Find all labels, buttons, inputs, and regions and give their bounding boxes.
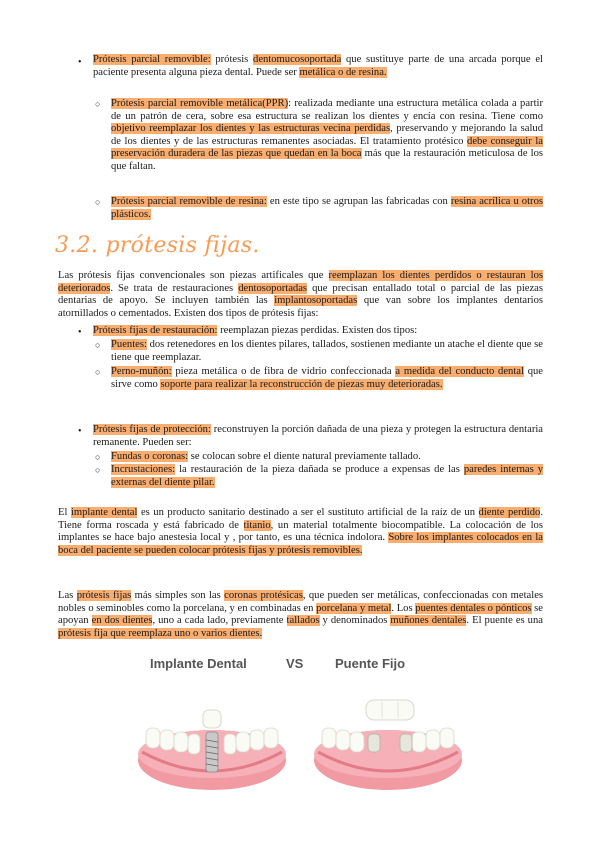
paragraph-coronas-puentes: Las prótesis fijas más simples son las coronas protésicas, que pueden ser metálicas, confeccionadas con metales nobles o seminobles como la porcelana, y en combinadas en porcelana y metal. Los puentes dentales o pónticos se apoyan en dos dientes, uno a cada lado, previamente tallados y denominados muñones dentales. El puente es una prótesis fija que reemplaza uno o varios dientes. [58, 590, 544, 639]
sub-bullet-fundas: Fundas o coronas: se colocan sobre el diente natural previamente tallado. [111, 451, 421, 462]
vs-label: VS [286, 656, 304, 671]
sub-bullet-ppr-metalica: Prótesis parcial removible metálica(PPR): realizada mediante una estructura metálica colada a partir de un patrón de cera, sobre esa estructura se realizan los dientes y encía con resina. Tiene como objetivo reemplazar los dientes y las estructuras vecina perdidas, preservando y mejorando la salud de los dientes y de las estructuras remanentes asociadas. El tratamiento protésico debe conseguir la preservación duradera de las piezas que quedan en la boca más que la restauración meticulosa de los que faltan. [111, 98, 544, 172]
sub-bullet-circle: ○ [95, 340, 101, 350]
paragraph-implante-dental: El implante dental es un producto sanitario destinado a ser el sustituto artificial de la raíz de un diente perdido. Tiene forma roscada y está fabricado de titanio, un material totalmente biocompatible. La colocación de los implantes se hace bajo anestesia local y , por tanto, es una técnica indolora. Sobre los implantes colocados en la boca del paciente se pueden colocar prótesis fijas y prótesis removibles. [58, 507, 544, 556]
section-title: 3.2. prótesis fijas. [55, 233, 260, 258]
bridge-jaw-drawing [308, 682, 468, 797]
sub-bullet-incrustaciones: Incrustaciones: la restauración de la pieza dañada se produce a expensas de las paredes internas y externas del diente pilar. [111, 464, 544, 488]
paragraph-protesis-fijas: Las prótesis fijas convencionales son piezas artificales que reemplazan los dientes perdidos o restauran los deteriorados. Se trata de restauraciones dentosoportadas que precisan entallado total o parcial de las piezas dentarias de apoyo. Se incluyen también las implantosoportadas que van sobre los implantes dentarios atornillados o cementados. Existen dos tipos de prótesis fijas: [58, 270, 543, 319]
sub-bullet-circle: ○ [95, 367, 101, 377]
bridge-label: Puente Fijo [335, 656, 406, 671]
sub-bullet-circle: ○ [95, 99, 101, 109]
implant-label: Implante Dental [150, 656, 247, 671]
sub-bullet-circle: ○ [95, 465, 101, 475]
bullet-protesis-parcial-removible: Prótesis parcial removible: prótesis dentomucosoportada que sustituye parte de una arcada porque el paciente presenta alguna pieza dental. Puede ser metálica o de resina. [93, 54, 543, 78]
bullet-dot: • [78, 57, 82, 68]
implant-vs-bridge-illustration [120, 652, 480, 797]
sub-bullet-circle: ○ [95, 452, 101, 462]
implant-screw [203, 710, 221, 772]
bullet-fijas-restauracion: Prótesis fijas de restauración: reemplazan piezas perdidas. Existen dos tipos: [93, 325, 418, 336]
bullet-dot: • [78, 327, 82, 338]
sub-bullet-resina: Prótesis parcial removible de resina: en este tipo se agrupan las fabricadas con resina acrílica u otros plásticos. [111, 196, 543, 220]
bullet-dot: • [78, 426, 82, 437]
sub-bullet-perno-munon: Perno-muñón: pieza metálica o de fibra de vidrio confeccionada a medida del conducto dental que sirve como soporte para realizar la reconstrucción de piezas muy deterioradas. [111, 366, 544, 390]
sub-bullet-puentes: Puentes: dos retenedores en los dientes pilares, tallados, sostienen mediante un atache el diente que se tiene que reemplazar. [111, 339, 543, 363]
bullet-fijas-proteccion: Prótesis fijas de protección: reconstruyen la porción dañada de una pieza y protegen la estructura dentaria remanente. Pueden ser: [93, 424, 543, 448]
sub-bullet-circle: ○ [95, 197, 101, 207]
implant-jaw-drawing [132, 682, 292, 797]
